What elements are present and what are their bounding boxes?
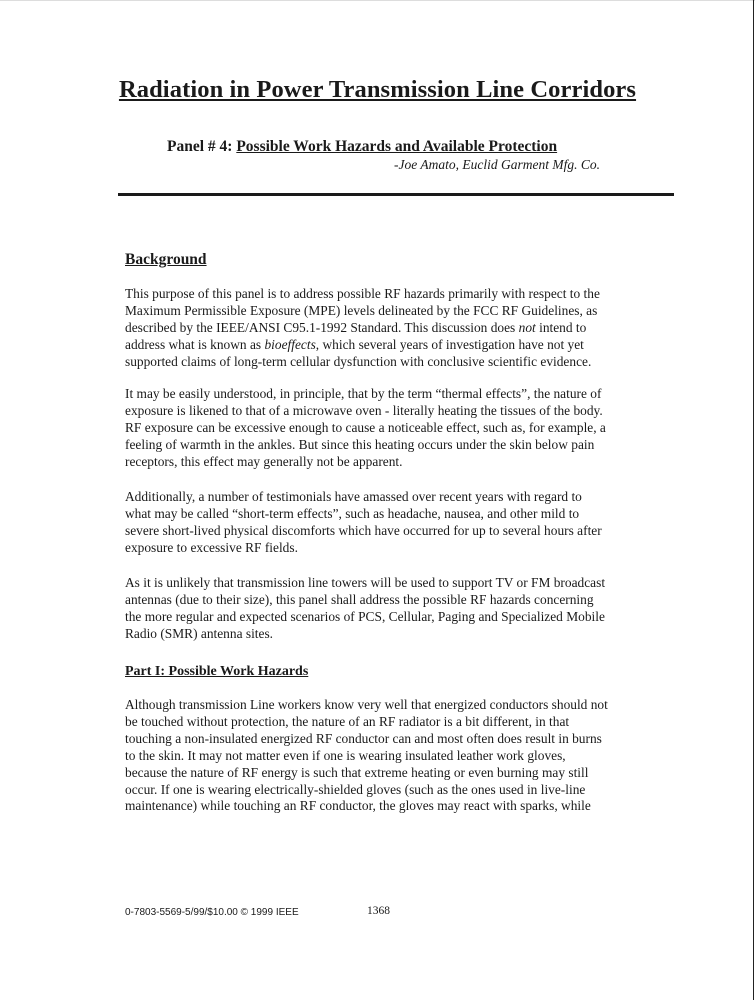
p3-line-1: Additionally, a number of testimonials have amassed over recent years with regard to (125, 489, 582, 504)
p1-line-4a: address what is known as (125, 336, 265, 352)
p5-line-2: be touched without protection, the nature of an RF radiator is a bit different, in that (125, 713, 570, 729)
author-line: -Joe Amato, Euclid Garment Mfg. Co. (394, 157, 600, 172)
p1-line-3 (125, 320, 635, 337)
p2-line-2: exposure is likened to that of a microwave oven - literally heating the tissues of the body. (125, 402, 603, 418)
p2-line-3: RF exposure can be excessive enough to cause a noticeable effect, such as, for example, a (125, 419, 606, 435)
p1-emphasis-not: not (518, 319, 536, 335)
paragraph-1 (125, 286, 635, 371)
p2-line-4: feeling of warmth in the ankles. But since this heating occurs under the skin below pain (125, 436, 595, 452)
p1-line-2: Maximum Permissible Exposure (MPE) levels delineated by the FCC RF Guidelines, as (125, 302, 598, 318)
document-title: Radiation in Power Transmission Line Corridors (118, 76, 637, 103)
page-right-edge (753, 0, 754, 1000)
p2-line-5: receptors, this effect may generally not be apparent. (125, 453, 403, 469)
panel-heading (167, 138, 557, 156)
panel-prefix: Panel # 4: (167, 138, 237, 155)
horizontal-rule (118, 193, 674, 196)
p1-line-5: supported claims of long-term cellular dysfunction with conclusive scientific evidence. (125, 353, 592, 369)
p5-line-5: because the nature of RF energy is such that extreme heating or even burning may still (125, 764, 589, 780)
p1-emphasis-bioeffects: bioeffects (264, 336, 316, 352)
part1-heading: Part I: Possible Work Hazards (125, 664, 309, 679)
p4-line-4: Radio (SMR) antenna sites. (125, 625, 274, 641)
p4-line-2: antennas (due to their size), this panel shall address the possible RF hazards concerning (125, 591, 594, 607)
paragraph-4 (125, 575, 635, 643)
p5-line-4: to the skin. It may not matter even if one is wearing insulated leather work gloves, (125, 747, 566, 763)
p5-line-1: Although transmission Line workers know very well that energized conductors should not (125, 697, 608, 712)
p1-line-1: This purpose of this panel is to address possible RF hazards primarily with respect to the (125, 286, 600, 301)
p4-line-1: As it is unlikely that transmission line towers will be used to support TV or FM broadcast (125, 575, 606, 590)
page-number: 1368 (367, 905, 390, 917)
p4-line-3: the more regular and expected scenarios of PCS, Cellular, Paging and Specialized Mobile (125, 608, 605, 624)
p3-line-2: what may be called “short-term effects”, such as headache, nausea, and other mild to (125, 505, 580, 521)
p1-line-4b: , which several years of investigation have not yet (315, 336, 584, 352)
paragraph-2 (125, 386, 635, 471)
p2-line-1: It may be easily understood, in principle, that by the term “thermal effects”, the nature of (125, 386, 602, 401)
p5-line-3: touching a non-insulated energized RF conductor can and most often does result in burns (125, 730, 602, 746)
page-top-edge (0, 0, 755, 1)
p1-line-3a: described by the IEEE/ANSI C95.1-1992 Standard. This discussion does (125, 319, 519, 335)
p3-line-4: exposure to excessive RF fields. (125, 539, 298, 555)
p5-line-7: maintenance) while touching an RF conductor, the gloves may react with sparks, while (125, 798, 591, 814)
p1-line-4 (125, 337, 635, 354)
p1-line-3b: intend to (535, 319, 587, 335)
background-heading: Background (125, 251, 207, 268)
paragraph-3 (125, 489, 635, 557)
p3-line-3: severe short-lived physical discomforts which have occurred for up to several hours after (125, 522, 602, 538)
paragraph-5 (125, 697, 635, 815)
panel-title: Possible Work Hazards and Available Protection (236, 138, 558, 155)
p5-line-6: occur. If one is wearing electrically-shielded gloves (such as the ones used in live-line (125, 781, 586, 797)
footer-copyright: 0-7803-5569-5/99/$10.00 © 1999 IEEE (125, 907, 299, 918)
